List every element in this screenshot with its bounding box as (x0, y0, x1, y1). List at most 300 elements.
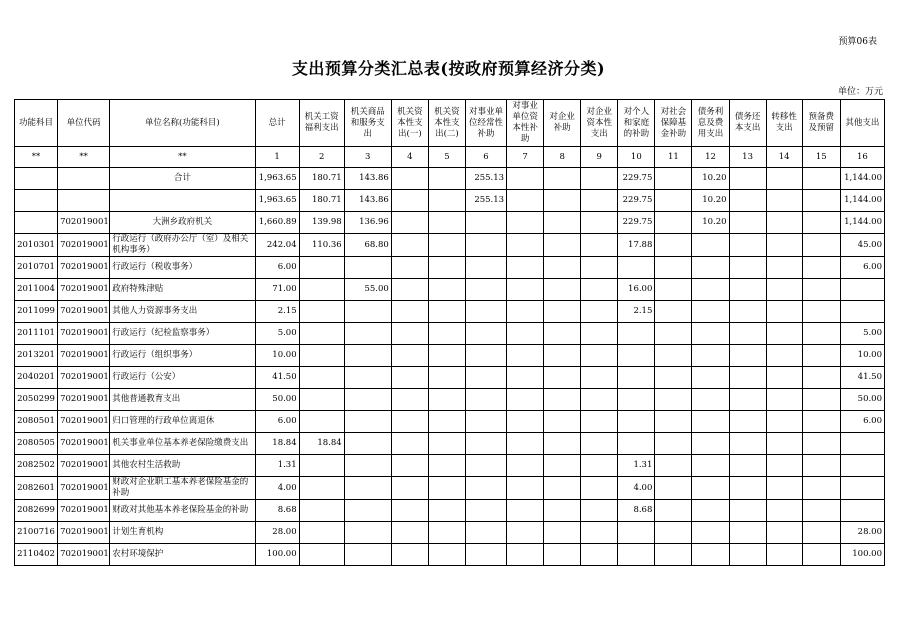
amount-cell (692, 234, 729, 257)
amount-cell (507, 522, 544, 544)
amount-cell (299, 367, 344, 389)
column-index: 8 (544, 147, 581, 168)
amount-cell (465, 477, 506, 500)
function-code-cell: 2100716 (15, 522, 58, 544)
amount-cell (428, 257, 465, 279)
amount-cell (581, 522, 618, 544)
unit-code-cell: 702019001 (58, 345, 110, 367)
amount-cell (507, 212, 544, 234)
amount-cell (544, 389, 581, 411)
amount-cell: 100.00 (840, 544, 884, 566)
amount-cell (428, 522, 465, 544)
amount-cell (428, 212, 465, 234)
amount-cell: 17.88 (618, 234, 655, 257)
amount-cell (655, 522, 692, 544)
amount-cell (465, 389, 506, 411)
amount-cell: 10.20 (692, 168, 729, 190)
amount-cell (299, 411, 344, 433)
unit-name-cell: 政府特殊津贴 (110, 279, 255, 301)
amount-cell (655, 212, 692, 234)
amount-cell (391, 455, 428, 477)
amount-cell: 6.00 (840, 257, 884, 279)
table-row (15, 433, 885, 455)
amount-cell (802, 168, 840, 190)
amount-cell (729, 477, 766, 500)
table-row (15, 455, 885, 477)
column-header: 债务利息及费用支出 (692, 100, 729, 147)
unit-name-cell: 财政对其他基本养老保险基金的补助 (110, 500, 255, 522)
function-code-cell: 2082601 (15, 477, 58, 500)
amount-cell (766, 279, 802, 301)
amount-cell: 71.00 (255, 279, 299, 301)
amount-cell (692, 522, 729, 544)
amount-cell (766, 477, 802, 500)
unit-code-cell: 702019001 (58, 389, 110, 411)
amount-cell (465, 301, 506, 323)
unit-name-cell: 大洲乡政府机关 (110, 212, 255, 234)
amount-cell (299, 279, 344, 301)
amount-cell (655, 500, 692, 522)
amount-cell (692, 301, 729, 323)
amount-cell: 1.31 (618, 455, 655, 477)
amount-cell: 143.86 (344, 190, 391, 212)
amount-cell (299, 500, 344, 522)
amount-cell (581, 367, 618, 389)
amount-cell (581, 257, 618, 279)
amount-cell: 229.75 (618, 212, 655, 234)
amount-cell: 6.00 (840, 411, 884, 433)
amount-cell (507, 168, 544, 190)
amount-cell: 50.00 (840, 389, 884, 411)
amount-cell (581, 301, 618, 323)
column-header: 总计 (255, 100, 299, 147)
amount-cell (766, 301, 802, 323)
amount-cell (391, 190, 428, 212)
amount-cell (766, 168, 802, 190)
amount-cell (428, 168, 465, 190)
amount-cell (544, 477, 581, 500)
amount-cell (802, 345, 840, 367)
amount-cell (655, 389, 692, 411)
amount-cell (766, 190, 802, 212)
amount-cell (391, 301, 428, 323)
amount-cell (802, 279, 840, 301)
table-row (15, 389, 885, 411)
amount-cell (729, 323, 766, 345)
unit-name-cell: 农村环境保护 (110, 544, 255, 566)
unit-name-cell: 行政运行（纪检监察事务） (110, 323, 255, 345)
amount-cell (391, 234, 428, 257)
amount-cell (299, 323, 344, 345)
function-code-cell: 2050299 (15, 389, 58, 411)
amount-cell (344, 323, 391, 345)
amount-cell (655, 234, 692, 257)
unit-name-cell: 其他人力资源事务支出 (110, 301, 255, 323)
amount-cell (465, 234, 506, 257)
unit-code-cell: 702019001 (58, 257, 110, 279)
amount-cell (766, 367, 802, 389)
amount-cell (391, 411, 428, 433)
unit-name-cell: 行政运行（组织事务） (110, 345, 255, 367)
amount-cell (391, 433, 428, 455)
amount-cell (802, 190, 840, 212)
amount-cell (729, 367, 766, 389)
function-code-cell: 2110402 (15, 544, 58, 566)
table-row (15, 522, 885, 544)
amount-cell (391, 323, 428, 345)
amount-cell (766, 433, 802, 455)
function-code-cell: 2011099 (15, 301, 58, 323)
amount-cell (802, 212, 840, 234)
column-header: 债务还本支出 (729, 100, 766, 147)
function-code-cell (15, 168, 58, 190)
table-row (15, 544, 885, 566)
amount-cell: 229.75 (618, 168, 655, 190)
amount-cell (344, 411, 391, 433)
amount-cell (581, 389, 618, 411)
amount-cell (692, 323, 729, 345)
amount-cell: 1.31 (255, 455, 299, 477)
amount-cell (544, 345, 581, 367)
table-row (15, 279, 885, 301)
amount-cell: 10.20 (692, 212, 729, 234)
function-code-cell: 2013201 (15, 345, 58, 367)
amount-cell (465, 544, 506, 566)
amount-cell (465, 522, 506, 544)
amount-cell (344, 455, 391, 477)
amount-cell: 5.00 (255, 323, 299, 345)
amount-cell (299, 522, 344, 544)
amount-cell (692, 455, 729, 477)
amount-cell: 18.84 (299, 433, 344, 455)
column-index: 9 (581, 147, 618, 168)
function-code-cell: 2010701 (15, 257, 58, 279)
amount-cell (428, 190, 465, 212)
amount-cell (465, 500, 506, 522)
amount-cell (544, 433, 581, 455)
amount-cell (465, 411, 506, 433)
amount-cell (428, 477, 465, 500)
amount-cell (581, 279, 618, 301)
column-index: ** (15, 147, 58, 168)
column-header: 单位代码 (58, 100, 110, 147)
amount-cell (692, 411, 729, 433)
amount-cell (581, 212, 618, 234)
column-index: ** (58, 147, 110, 168)
amount-cell (802, 367, 840, 389)
amount-cell (507, 544, 544, 566)
amount-cell (544, 257, 581, 279)
amount-cell (507, 279, 544, 301)
amount-cell (581, 544, 618, 566)
amount-cell: 100.00 (255, 544, 299, 566)
amount-cell: 16.00 (618, 279, 655, 301)
amount-cell (618, 433, 655, 455)
amount-cell: 10.00 (840, 345, 884, 367)
column-header: 单位名称(功能科目) (110, 100, 255, 147)
amount-cell (581, 455, 618, 477)
amount-cell (428, 301, 465, 323)
function-code-cell: 2011101 (15, 323, 58, 345)
column-index: 6 (465, 147, 506, 168)
amount-cell: 136.96 (344, 212, 391, 234)
page-code: 预算06表 (838, 37, 877, 47)
function-code-cell: 2011004 (15, 279, 58, 301)
column-index: 13 (729, 147, 766, 168)
amount-cell (802, 433, 840, 455)
column-header: 对企业资本性支出 (581, 100, 618, 147)
table-row (15, 367, 885, 389)
amount-cell (766, 257, 802, 279)
amount-cell (544, 234, 581, 257)
amount-cell (802, 544, 840, 566)
amount-cell (729, 301, 766, 323)
amount-cell (465, 323, 506, 345)
unit-code-cell: 702019001 (58, 234, 110, 257)
amount-cell (581, 168, 618, 190)
amount-cell (507, 367, 544, 389)
amount-cell (581, 411, 618, 433)
table-body (15, 168, 885, 566)
amount-cell (507, 345, 544, 367)
amount-cell (692, 433, 729, 455)
table-row (15, 411, 885, 433)
amount-cell (391, 257, 428, 279)
amount-cell (655, 301, 692, 323)
amount-cell (344, 389, 391, 411)
column-index: 1 (255, 147, 299, 168)
amount-cell: 139.98 (299, 212, 344, 234)
amount-cell (655, 433, 692, 455)
unit-code-cell: 702019001 (58, 544, 110, 566)
amount-cell (729, 500, 766, 522)
unit-name-cell: 财政对企业职工基本养老保险基金的补助 (110, 477, 255, 500)
amount-cell (729, 522, 766, 544)
unit-code-cell: 702019001 (58, 522, 110, 544)
function-code-cell: 2040201 (15, 367, 58, 389)
amount-cell (802, 477, 840, 500)
amount-cell (729, 257, 766, 279)
amount-cell (766, 411, 802, 433)
amount-cell (802, 522, 840, 544)
column-header: 机关商品和服务支出 (344, 100, 391, 147)
amount-cell (299, 544, 344, 566)
amount-cell (299, 389, 344, 411)
unit-code-cell: 702019001 (58, 301, 110, 323)
amount-cell: 2.15 (618, 301, 655, 323)
column-header: 对社会保障基金补助 (655, 100, 692, 147)
amount-cell (655, 367, 692, 389)
amount-cell: 242.04 (255, 234, 299, 257)
amount-cell (465, 279, 506, 301)
unit-code-cell: 702019001 (58, 212, 110, 234)
amount-cell: 1,660.89 (255, 212, 299, 234)
amount-cell: 41.50 (840, 367, 884, 389)
table-row (15, 500, 885, 522)
unit-name-cell: 机关事业单位基本养老保险缴费支出 (110, 433, 255, 455)
amount-cell (692, 367, 729, 389)
amount-cell: 4.00 (618, 477, 655, 500)
function-code-cell (15, 190, 58, 212)
function-code-cell: 2082502 (15, 455, 58, 477)
unit-code-cell: 702019001 (58, 433, 110, 455)
amount-cell: 110.36 (299, 234, 344, 257)
amount-cell (729, 279, 766, 301)
amount-cell (507, 257, 544, 279)
unit-name-cell: 计划生育机构 (110, 522, 255, 544)
amount-cell (391, 389, 428, 411)
amount-cell (507, 455, 544, 477)
amount-cell (581, 323, 618, 345)
amount-cell (544, 168, 581, 190)
amount-cell (802, 500, 840, 522)
amount-cell (428, 411, 465, 433)
amount-cell (465, 367, 506, 389)
amount-cell (428, 279, 465, 301)
amount-cell (299, 455, 344, 477)
amount-cell (729, 455, 766, 477)
amount-cell (344, 500, 391, 522)
column-header: 对事业单位资本性补助 (507, 100, 544, 147)
amount-cell (840, 455, 884, 477)
amount-cell (802, 234, 840, 257)
amount-cell (618, 367, 655, 389)
table-row (15, 168, 885, 190)
amount-cell: 8.68 (618, 500, 655, 522)
page-title: 支出预算分类汇总表(按政府预算经济分类) (291, 59, 606, 78)
amount-cell (655, 411, 692, 433)
amount-cell (729, 433, 766, 455)
amount-cell (428, 433, 465, 455)
amount-cell (618, 389, 655, 411)
amount-cell (802, 411, 840, 433)
amount-cell: 45.00 (840, 234, 884, 257)
amount-cell (655, 190, 692, 212)
amount-cell (840, 500, 884, 522)
column-index: ** (110, 147, 255, 168)
amount-cell (428, 544, 465, 566)
column-header: 功能科目 (15, 100, 58, 147)
amount-cell (465, 257, 506, 279)
column-header: 对企业补助 (544, 100, 581, 147)
amount-cell: 1,963.65 (255, 190, 299, 212)
amount-cell (544, 212, 581, 234)
amount-cell: 1,963.65 (255, 168, 299, 190)
amount-cell (507, 234, 544, 257)
amount-cell (581, 477, 618, 500)
column-index: 4 (391, 147, 428, 168)
amount-cell (581, 500, 618, 522)
amount-cell (465, 345, 506, 367)
table-row (15, 345, 885, 367)
amount-cell (544, 522, 581, 544)
amount-cell (618, 345, 655, 367)
amount-cell (729, 234, 766, 257)
amount-cell (655, 455, 692, 477)
unit-code-cell: 702019001 (58, 477, 110, 500)
table-row (15, 477, 885, 500)
amount-cell (618, 522, 655, 544)
amount-cell (299, 477, 344, 500)
amount-cell: 180.71 (299, 190, 344, 212)
amount-cell (428, 345, 465, 367)
amount-cell (507, 323, 544, 345)
column-index: 5 (428, 147, 465, 168)
amount-cell (766, 455, 802, 477)
amount-cell: 28.00 (840, 522, 884, 544)
amount-cell (344, 433, 391, 455)
function-code-cell: 2080505 (15, 433, 58, 455)
amount-cell: 143.86 (344, 168, 391, 190)
amount-cell (544, 190, 581, 212)
amount-cell (840, 301, 884, 323)
amount-cell (655, 257, 692, 279)
unit-name-cell: 其他农村生活救助 (110, 455, 255, 477)
amount-cell: 180.71 (299, 168, 344, 190)
column-header: 机关资本性支出(一) (391, 100, 428, 147)
table-row (15, 234, 885, 257)
amount-cell (544, 301, 581, 323)
amount-cell: 4.00 (255, 477, 299, 500)
amount-cell (465, 212, 506, 234)
amount-cell (840, 433, 884, 455)
column-index: 16 (840, 147, 884, 168)
amount-cell: 10.00 (255, 345, 299, 367)
unit-code-cell: 702019001 (58, 411, 110, 433)
amount-cell: 1,144.00 (840, 168, 884, 190)
amount-cell (544, 455, 581, 477)
amount-cell (802, 389, 840, 411)
function-code-cell: 2080501 (15, 411, 58, 433)
amount-cell (692, 389, 729, 411)
unit-code-cell (58, 190, 110, 212)
amount-cell (507, 411, 544, 433)
amount-cell (766, 212, 802, 234)
amount-cell (391, 500, 428, 522)
amount-cell (581, 234, 618, 257)
amount-cell (802, 301, 840, 323)
amount-cell (428, 367, 465, 389)
column-index: 2 (299, 147, 344, 168)
unit-name-cell: 行政运行（公安） (110, 367, 255, 389)
amount-cell (544, 367, 581, 389)
amount-cell (655, 279, 692, 301)
unit-name-cell: 合计 (110, 168, 255, 190)
amount-cell (391, 279, 428, 301)
amount-cell: 28.00 (255, 522, 299, 544)
amount-cell (655, 477, 692, 500)
unit-code-cell: 702019001 (58, 455, 110, 477)
amount-cell (465, 433, 506, 455)
amount-cell (507, 301, 544, 323)
amount-cell (507, 500, 544, 522)
column-index: 12 (692, 147, 729, 168)
column-header: 对个人和家庭的补助 (618, 100, 655, 147)
amount-cell: 5.00 (840, 323, 884, 345)
amount-cell (766, 389, 802, 411)
amount-cell: 18.84 (255, 433, 299, 455)
column-index: 10 (618, 147, 655, 168)
amount-cell (802, 323, 840, 345)
amount-cell: 41.50 (255, 367, 299, 389)
amount-cell (344, 367, 391, 389)
column-header: 预备费及预留 (802, 100, 840, 147)
budget-table (14, 99, 885, 566)
amount-cell: 68.80 (344, 234, 391, 257)
amount-cell (729, 544, 766, 566)
amount-cell (692, 257, 729, 279)
amount-cell (344, 345, 391, 367)
